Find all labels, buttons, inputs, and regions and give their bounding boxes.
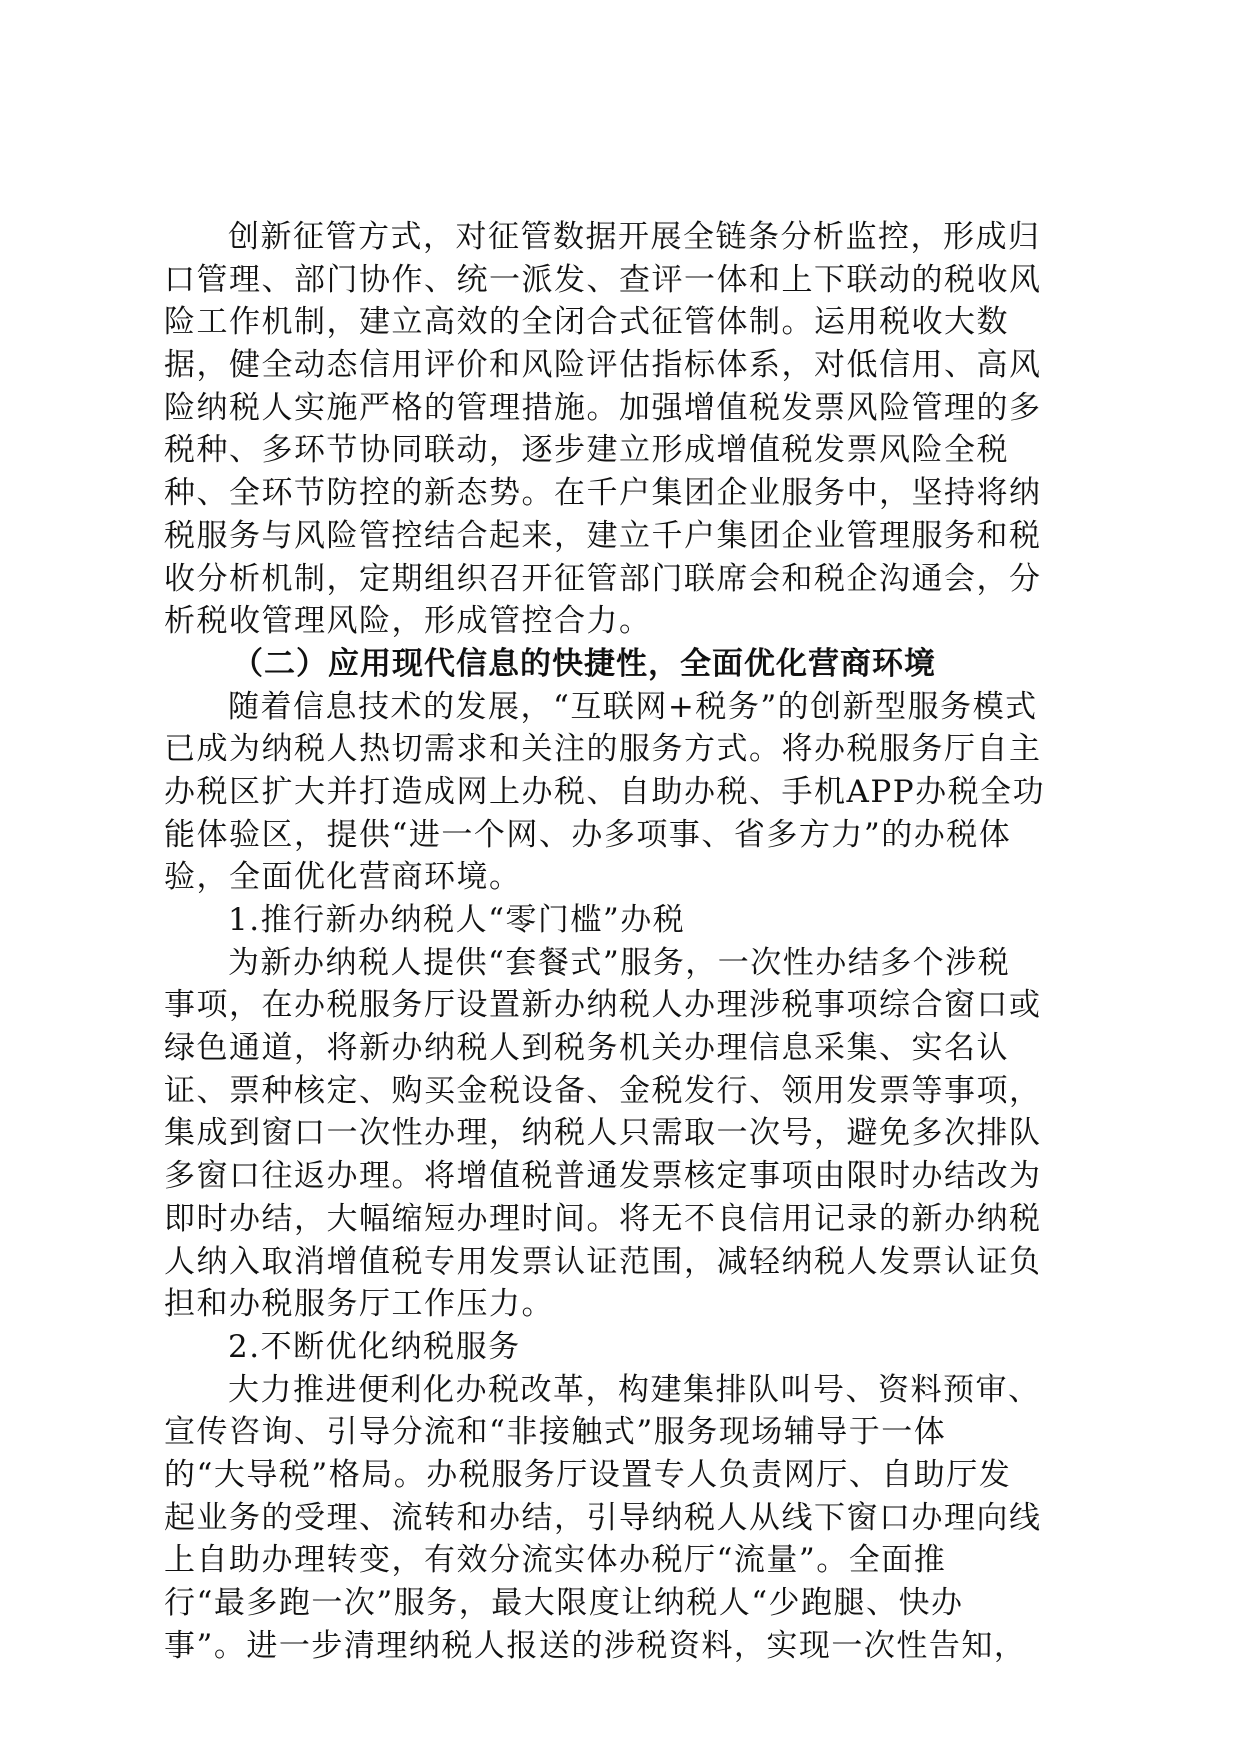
subheading: 1.推行新办纳税人“零门槛”办税 xyxy=(228,902,686,938)
paragraph-line: 担和办税服务厅工作压力。 xyxy=(164,1286,554,1323)
paragraph-line: 上自助办理转变，有效分流实体办税厅“流量”。全面推 xyxy=(164,1542,947,1579)
subheading: 2.不断优化纳税服务 xyxy=(228,1328,521,1365)
paragraph-line: 起业务的受理、流转和办结，引导纳税人从线下窗口办理向线 xyxy=(164,1499,1042,1536)
paragraph-line: 已成为纳税人热切需求和关注的服务方式。将办税服务厅自主 xyxy=(164,731,1042,768)
paragraph-line: 收分析机制，定期组织召开征管部门联席会和税企沟通会，分 xyxy=(164,560,1042,597)
paragraph-line: 据，健全动态信用评价和风险评估指标体系，对低信用、高风 xyxy=(164,347,1042,384)
paragraph-line: 绿色通道，将新办纳税人到税务机关办理信息采集、实名认 xyxy=(164,1030,1009,1067)
paragraph-line: 宣传咨询、引导分流和“非接触式”服务现场辅导于一体 xyxy=(164,1414,947,1451)
paragraph-line: 的“大导税”格局。办税服务厅设置专人负责网厅、自助厅发 xyxy=(164,1456,1012,1493)
paragraph-line: 险纳税人实施严格的管理措施。加强增值税发票风险管理的多 xyxy=(164,389,1042,426)
paragraph-line: 事项，在办税服务厅设置新办纳税人办理涉税事项综合窗口或 xyxy=(164,987,1042,1024)
paragraph-line: 税种、多环节协同联动，逐步建立形成增值税发票风险全税 xyxy=(164,432,1009,469)
paragraph-line: 证、票种核定、购买金税设备、金税发行、领用发票等事项， xyxy=(164,1072,1042,1109)
paragraph-line: 创新征管方式，对征管数据开展全链条分析监控，形成归 xyxy=(228,219,1041,255)
paragraph-line: 大力推进便利化办税改革，构建集排队叫号、资料预审、 xyxy=(228,1371,1041,1408)
paragraph-line: 人纳入取消增值税专用发票认证范围，减轻纳税人发票认证负 xyxy=(164,1243,1042,1280)
paragraph-line: 险工作机制，建立高效的全闭合式征管体制。运用税收大数 xyxy=(164,304,1009,341)
paragraph-line: 验，全面优化营商环境。 xyxy=(164,859,522,896)
document-body xyxy=(164,216,1076,1667)
paragraph-line: 随着信息技术的发展，“互联网+税务”的创新型服务模式 xyxy=(228,688,1038,725)
paragraph-line: 办税区扩大并打造成网上办税、自助办税、手机APP办税全功 xyxy=(164,773,1046,810)
paragraph-line: 行“最多跑一次”服务，最大限度让纳税人“少跑腿、快办 xyxy=(164,1585,964,1621)
paragraph-line: 种、全环节防控的新态势。在千户集团企业服务中，坚持将纳 xyxy=(164,475,1042,512)
paragraph-line: 多窗口往返办理。将增值税普通发票核定事项由限时办结改为 xyxy=(164,1158,1042,1195)
paragraph-line: 口管理、部门协作、统一派发、查评一体和上下联动的税收风 xyxy=(164,261,1042,298)
paragraph-line: 事”。进一步清理纳税人报送的涉税资料，实现一次性告知， xyxy=(164,1627,1027,1664)
paragraph-line: 析税收管理风险，形成管控合力。 xyxy=(164,603,652,640)
section-heading: （二）应用现代信息的快捷性，全面优化营商环境 xyxy=(232,645,936,682)
paragraph-line: 能体验区，提供“进一个网、办多项事、省多方力”的办税体 xyxy=(164,816,1012,853)
paragraph-line: 集成到窗口一次性办理，纳税人只需取一次号，避免多次排队 xyxy=(164,1115,1042,1152)
paragraph-line: 即时办结，大幅缩短办理时间。将无不良信用记录的新办纳税 xyxy=(164,1200,1042,1237)
paragraph-line: 为新办纳税人提供“套餐式”服务，一次性办结多个涉税 xyxy=(228,944,1011,981)
paragraph-line: 税服务与风险管控结合起来，建立千户集团企业管理服务和税 xyxy=(164,517,1042,554)
